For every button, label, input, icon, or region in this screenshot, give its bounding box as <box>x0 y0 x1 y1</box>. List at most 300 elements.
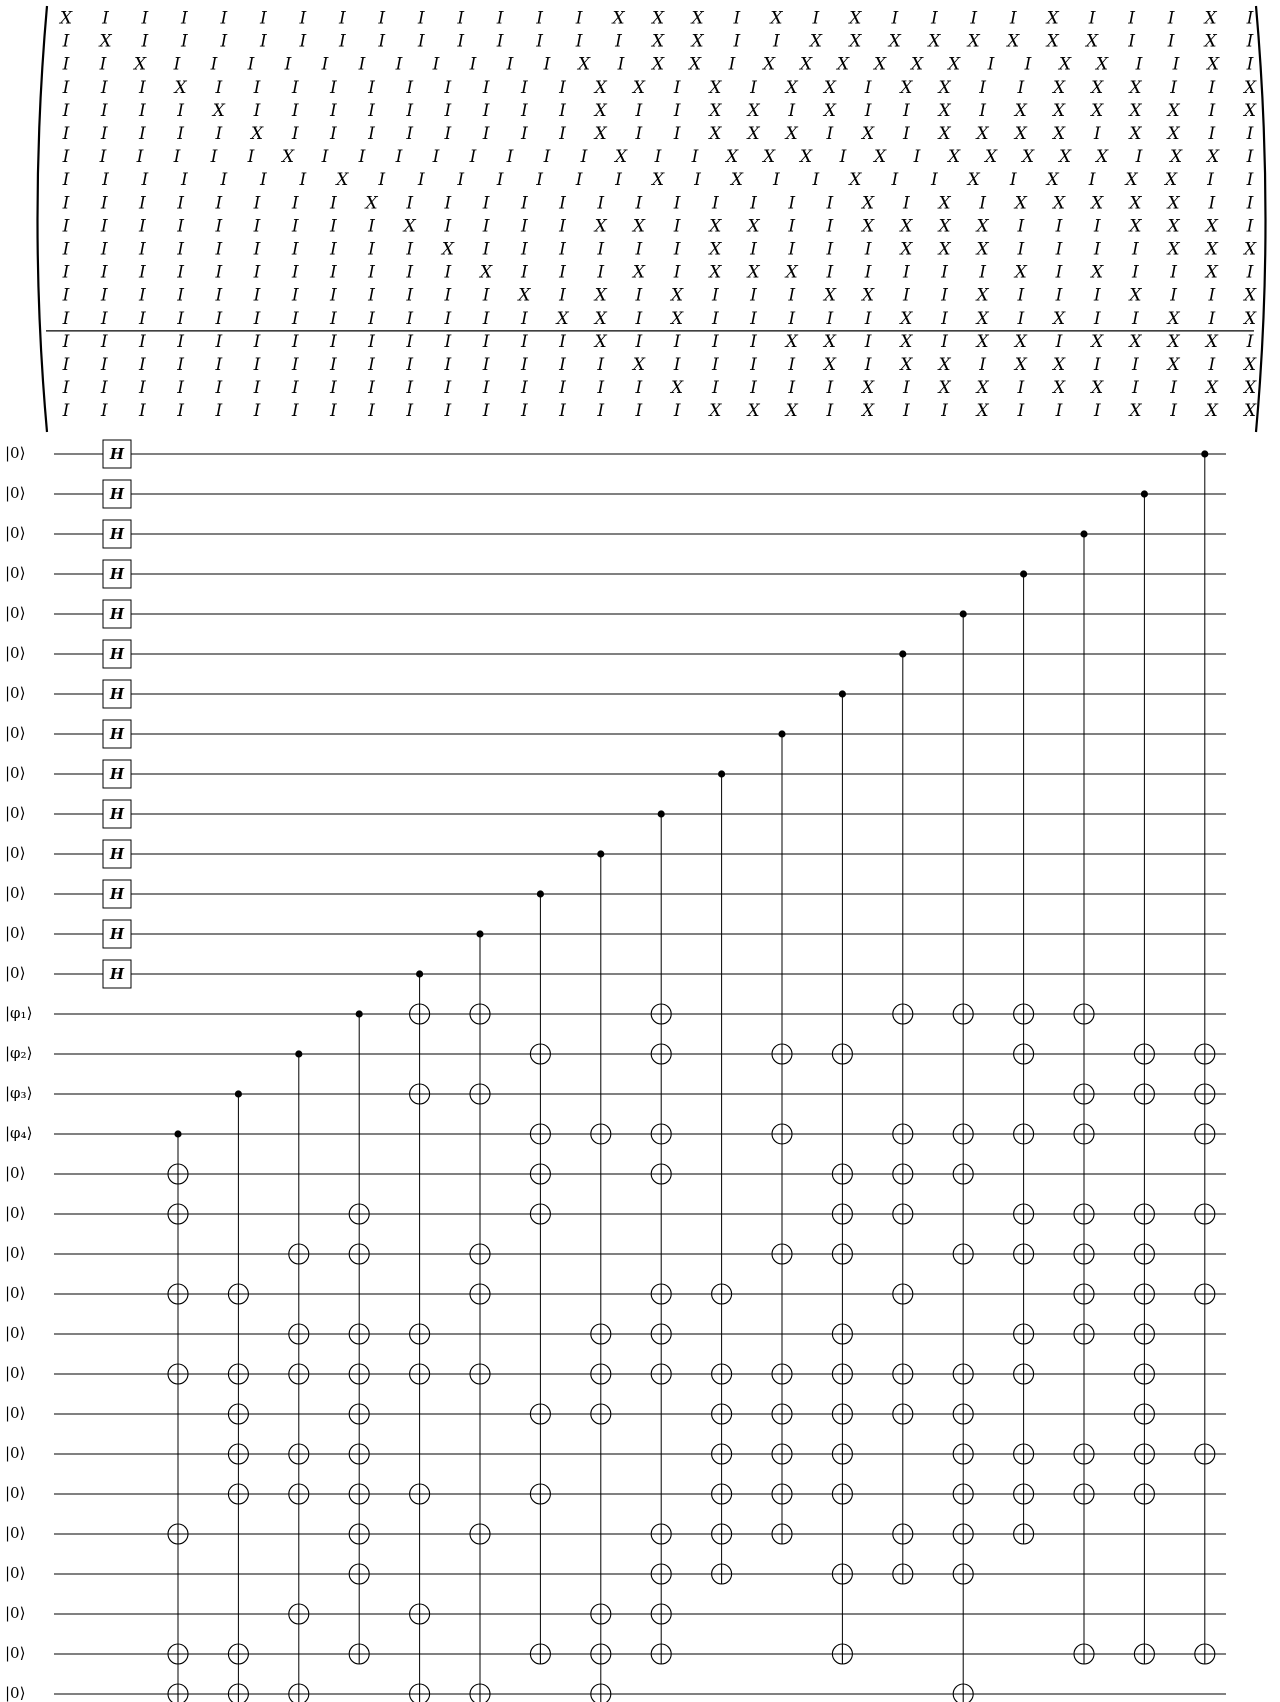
matrix-entry: X <box>938 378 951 399</box>
matrix-entry: I <box>62 100 70 121</box>
matrix-entry: I <box>826 193 834 214</box>
matrix-entry: X <box>671 378 684 399</box>
matrix-entry: X <box>133 54 147 75</box>
matrix-entry: I <box>826 262 834 283</box>
matrix-entry: I <box>536 170 543 191</box>
target-oplus <box>289 1364 309 1384</box>
matrix-entry: I <box>1088 170 1096 191</box>
matrix-entry: I <box>181 170 188 191</box>
matrix-entry: X <box>594 100 607 121</box>
matrix-entry: I <box>941 401 948 422</box>
target-oplus <box>1074 1244 1094 1264</box>
target-oplus <box>832 1484 852 1504</box>
matrix-entry: I <box>635 239 643 260</box>
target-oplus <box>953 1004 973 1024</box>
matrix-entry: I <box>694 170 701 191</box>
hadamard-gates <box>103 440 131 988</box>
matrix-entry: I <box>378 8 386 29</box>
matrix-entry: I <box>330 77 337 98</box>
matrix-entry: I <box>1208 308 1216 329</box>
matrix-entry: X <box>518 285 531 306</box>
matrix-entry: I <box>788 285 796 306</box>
matrix-entry: I <box>597 378 605 399</box>
matrix-entry: X <box>1243 77 1257 98</box>
matrix-entry: I <box>210 54 218 75</box>
matrix-entry: I <box>1246 124 1254 144</box>
matrix-entry: I <box>100 262 108 283</box>
matrix-entry: X <box>910 54 924 75</box>
cnot-gates <box>168 450 1215 1702</box>
matrix-entry: X <box>799 54 813 75</box>
matrix-entry: I <box>1088 8 1096 29</box>
wire-label: |φ₄⟩ <box>5 1124 33 1142</box>
matrix-entry: X <box>1205 262 1218 283</box>
matrix-entry: I <box>259 31 267 52</box>
matrix-entry: I <box>210 147 218 168</box>
matrix-entry: I <box>368 308 375 329</box>
matrix-entry: I <box>506 147 514 168</box>
matrix-entry: I <box>457 31 465 52</box>
matrix-entry: X <box>1167 239 1180 260</box>
matrix-entry: X <box>862 378 875 399</box>
matrix-entry: I <box>979 100 986 121</box>
matrix-entry: X <box>1243 401 1257 422</box>
matrix-entry: I <box>691 147 699 168</box>
matrix-entry: X <box>365 193 378 214</box>
matrix-entry: I <box>520 378 528 399</box>
matrix-entry: X <box>938 100 951 121</box>
target-oplus <box>168 1284 188 1304</box>
matrix-entry: I <box>559 401 566 422</box>
matrix-entry: I <box>750 355 757 375</box>
control-dot <box>778 730 785 737</box>
matrix-entry: I <box>750 331 757 352</box>
matrix-entry: I <box>177 100 184 121</box>
matrix-entry: I <box>482 77 490 98</box>
matrix-entry: X <box>862 401 875 422</box>
matrix-entry: I <box>284 54 292 75</box>
matrix-entry: I <box>1017 285 1025 306</box>
target-oplus <box>1134 1364 1154 1384</box>
control-dot <box>235 1090 242 1097</box>
matrix-entry: X <box>1129 216 1142 237</box>
target-oplus <box>712 1524 732 1544</box>
matrix-entry: I <box>482 124 490 144</box>
matrix-entry: I <box>750 193 757 214</box>
target-oplus <box>1195 1044 1215 1064</box>
matrix-entry: X <box>1095 147 1109 168</box>
matrix-entry: X <box>938 216 951 237</box>
matrix-entry: I <box>788 193 796 214</box>
matrix-entry: I <box>444 308 452 329</box>
target-oplus <box>410 1004 430 1024</box>
target-oplus <box>651 1564 671 1584</box>
matrix-entry: I <box>62 355 70 375</box>
matrix-entry: X <box>823 100 836 121</box>
matrix-entry: I <box>635 100 643 121</box>
control-dot <box>899 650 906 657</box>
hadamard-gate <box>103 720 131 748</box>
wire-label: |0⟩ <box>5 884 26 902</box>
target-oplus <box>832 1244 852 1264</box>
matrix-entry: I <box>1093 124 1101 144</box>
matrix-entry: X <box>976 216 989 237</box>
matrix-entry: X <box>862 285 875 306</box>
target-oplus <box>1014 1324 1034 1344</box>
matrix-entry: I <box>1208 285 1216 306</box>
matrix-entry: I <box>368 216 375 237</box>
matrix-entry: I <box>100 331 108 352</box>
matrix-entry: I <box>177 193 184 214</box>
matrix-entry: X <box>594 77 607 98</box>
matrix-entry: I <box>139 77 146 98</box>
matrix-entry: I <box>673 355 681 375</box>
matrix-right-paren <box>1256 6 1266 432</box>
matrix-entry: I <box>520 77 528 98</box>
matrix-entry: X <box>632 216 645 237</box>
matrix-entry: I <box>299 170 307 191</box>
matrix-entry: I <box>1017 401 1025 422</box>
matrix-entry: I <box>728 54 736 75</box>
target-oplus <box>228 1444 248 1464</box>
matrix-entry: I <box>291 355 299 375</box>
control-dot <box>295 1050 302 1057</box>
matrix-entry: X <box>1167 308 1180 329</box>
matrix-entry: I <box>1055 216 1063 237</box>
wire-label: |0⟩ <box>5 764 26 782</box>
matrix-entry: I <box>635 331 643 352</box>
matrix-entry: I <box>673 401 681 422</box>
matrix-entry: I <box>368 378 375 399</box>
matrix-entry: I <box>711 308 719 329</box>
matrix-entry: I <box>253 401 261 422</box>
matrix-entry: I <box>177 401 184 422</box>
matrix-entry: I <box>215 308 223 329</box>
matrix-entry: I <box>291 100 299 121</box>
cnot-gate <box>1195 450 1215 1664</box>
target-oplus <box>953 1564 973 1584</box>
matrix-entry: I <box>247 147 255 168</box>
matrix-entry: I <box>826 216 834 237</box>
matrix-entry: I <box>330 401 337 422</box>
matrix-entry: I <box>1167 31 1175 52</box>
matrix-entry: X <box>888 31 901 52</box>
wire-label: |0⟩ <box>5 1564 26 1582</box>
matrix-entry: X <box>873 147 887 168</box>
matrix-entry: X <box>1052 77 1066 98</box>
matrix-entry: I <box>220 170 228 191</box>
matrix-entry: I <box>406 401 414 422</box>
target-oplus <box>349 1564 369 1584</box>
matrix-entry: I <box>406 77 414 98</box>
matrix-entry: X <box>594 331 607 352</box>
matrix-entry: I <box>321 147 329 168</box>
wire-label: |0⟩ <box>5 804 26 822</box>
matrix-entry: X <box>1206 147 1220 168</box>
matrix-entry: X <box>984 147 998 168</box>
matrix-entry: X <box>1205 239 1218 260</box>
matrix-entry: X <box>1052 308 1066 329</box>
target-oplus <box>832 1404 852 1424</box>
matrix-entry: I <box>979 355 986 375</box>
cnot-gate <box>1074 530 1094 1664</box>
matrix-entry: I <box>215 239 223 260</box>
matrix-entry: X <box>1204 31 1217 52</box>
matrix-entry: I <box>1246 170 1254 191</box>
target-oplus <box>1195 1204 1215 1224</box>
matrix-entry: X <box>632 355 645 375</box>
target-oplus <box>832 1364 852 1384</box>
matrix-entry: I <box>1170 285 1177 306</box>
matrix-entry: I <box>1208 193 1216 214</box>
matrix-entry: X <box>709 216 722 237</box>
matrix-entry: I <box>253 77 261 98</box>
target-oplus <box>1014 1244 1034 1264</box>
matrix-entry: I <box>444 124 452 144</box>
matrix-entry: X <box>823 331 836 352</box>
matrix-entry: I <box>1055 285 1063 306</box>
matrix-entry: I <box>62 308 70 329</box>
matrix-entry: I <box>102 170 109 191</box>
matrix-entry: I <box>482 378 490 399</box>
matrix-entry: I <box>826 308 834 329</box>
matrix-entry: I <box>559 331 566 352</box>
matrix-entry: X <box>1129 401 1142 422</box>
matrix-entry: I <box>520 308 528 329</box>
matrix-entry: X <box>1167 331 1180 352</box>
matrix-entry: I <box>979 262 986 283</box>
target-oplus <box>953 1684 973 1702</box>
matrix-entry: X <box>976 124 989 144</box>
matrix-entry: X <box>938 77 951 98</box>
target-oplus <box>1074 1484 1094 1504</box>
target-oplus <box>893 1404 913 1424</box>
matrix-entry: X <box>250 124 264 144</box>
matrix-entry: I <box>215 331 223 352</box>
target-oplus <box>289 1604 309 1624</box>
matrix-entry: I <box>1017 239 1025 260</box>
matrix-entry: I <box>941 331 948 352</box>
matrix-entry: X <box>1091 100 1104 121</box>
target-oplus <box>832 1564 852 1584</box>
matrix-entry: X <box>709 124 722 144</box>
matrix-entry: I <box>417 31 425 52</box>
matrix-entry: I <box>1093 216 1101 237</box>
matrix-entry: X <box>785 124 798 144</box>
target-oplus <box>168 1204 188 1224</box>
matrix-entry: I <box>139 124 146 144</box>
matrix-entry: X <box>1205 401 1218 422</box>
hadamard-label: H <box>109 485 125 503</box>
matrix-entry: X <box>403 216 416 237</box>
matrix-entry: I <box>1055 401 1063 422</box>
matrix-entry: I <box>291 216 299 237</box>
matrix-entry: I <box>520 124 528 144</box>
target-oplus <box>1014 1124 1034 1144</box>
matrix-entry: I <box>177 308 184 329</box>
matrix-entry: I <box>378 31 386 52</box>
wire-label: |0⟩ <box>5 644 26 662</box>
matrix-entry: I <box>1132 262 1139 283</box>
matrix-entry: I <box>62 31 70 52</box>
matrix-entry: I <box>559 285 566 306</box>
matrix-entry: X <box>671 308 684 329</box>
matrix-entry: X <box>691 31 704 52</box>
matrix-entry: I <box>215 193 223 214</box>
target-oplus <box>1134 1044 1154 1064</box>
target-oplus <box>470 1084 490 1104</box>
target-oplus <box>289 1484 309 1504</box>
matrix-entry: I <box>902 285 910 306</box>
control-dot <box>416 970 423 977</box>
target-oplus <box>168 1524 188 1544</box>
matrix-entry: X <box>1052 193 1066 214</box>
wire-label: |0⟩ <box>5 1604 26 1622</box>
target-oplus <box>228 1684 248 1702</box>
matrix-entry: I <box>215 262 223 283</box>
matrix-entry: I <box>291 262 299 283</box>
matrix-entry: I <box>406 262 414 283</box>
matrix-entry: I <box>617 54 625 75</box>
matrix-entry: X <box>862 193 875 214</box>
matrix-entry: I <box>444 77 452 98</box>
target-oplus <box>470 1284 490 1304</box>
matrix-entry: I <box>1170 262 1177 283</box>
hadamard-gate <box>103 920 131 948</box>
target-oplus <box>289 1684 309 1702</box>
matrix-entry: I <box>368 401 375 422</box>
matrix-entry: I <box>812 170 820 191</box>
matrix-entry: X <box>1169 147 1183 168</box>
cnot-gate <box>772 730 792 1544</box>
matrix-entry: I <box>979 77 986 98</box>
matrix-entry: I <box>559 378 566 399</box>
target-oplus <box>772 1124 792 1144</box>
control-dot <box>718 770 725 777</box>
matrix-entry: I <box>733 31 741 52</box>
matrix-entry: I <box>1055 262 1063 283</box>
matrix-entry: X <box>59 8 73 29</box>
matrix-entry: X <box>849 170 862 191</box>
hadamard-gate <box>103 800 131 828</box>
matrix-entry: I <box>773 170 780 191</box>
target-oplus <box>349 1644 369 1664</box>
matrix-entry: I <box>62 77 70 98</box>
target-oplus <box>772 1524 792 1544</box>
target-oplus <box>1014 1444 1034 1464</box>
matrix-entry: I <box>615 31 622 52</box>
cnot-gate <box>410 970 430 1702</box>
target-oplus <box>1074 1004 1094 1024</box>
matrix-entry: I <box>444 285 452 306</box>
target-oplus <box>893 1164 913 1184</box>
matrix-entry: I <box>1207 170 1214 191</box>
matrix-entry: I <box>291 124 299 144</box>
matrix-entry: I <box>864 77 872 98</box>
matrix-entry: X <box>1095 54 1109 75</box>
matrix-entry: I <box>444 100 452 121</box>
target-oplus <box>953 1484 973 1504</box>
matrix-entry: X <box>809 31 822 52</box>
matrix-entry: X <box>1046 8 1059 29</box>
matrix-entry: X <box>823 285 836 306</box>
matrix-entry: I <box>330 239 337 260</box>
target-oplus <box>651 1324 671 1344</box>
matrix-entry: I <box>181 8 188 29</box>
matrix-entry: X <box>938 124 951 144</box>
matrix-entry: I <box>902 378 910 399</box>
matrix-entry: I <box>1170 378 1177 399</box>
matrix-entry: X <box>709 401 722 422</box>
matrix-entry: I <box>253 331 261 352</box>
matrix-entry: X <box>1167 193 1180 214</box>
matrix-entry: I <box>750 285 757 306</box>
target-oplus <box>591 1604 611 1624</box>
matrix-entry: X <box>1243 308 1257 329</box>
matrix-entry: X <box>1014 355 1027 375</box>
matrix-entry: X <box>1129 331 1142 352</box>
control-dot <box>537 890 544 897</box>
matrix-entry: X <box>336 170 349 191</box>
control-dot <box>1020 570 1027 577</box>
matrix-entry: X <box>594 285 607 306</box>
wire-label: |0⟩ <box>5 1484 26 1502</box>
matrix-entry: I <box>615 170 622 191</box>
matrix-entry: I <box>941 285 948 306</box>
matrix-entry: I <box>673 262 681 283</box>
target-oplus <box>772 1044 792 1064</box>
matrix-entry: X <box>976 239 989 260</box>
matrix-entry: I <box>291 285 299 306</box>
matrix-entry: I <box>177 355 184 375</box>
wire-label: |0⟩ <box>5 1684 26 1702</box>
hadamard-gate <box>103 480 131 508</box>
target-oplus <box>530 1644 550 1664</box>
matrix-entry: I <box>979 193 986 214</box>
matrix-entry: I <box>575 31 583 52</box>
matrix-entry: I <box>773 31 780 52</box>
matrix-entry: X <box>651 170 665 191</box>
matrix-entry: I <box>788 216 796 237</box>
matrix-entry: I <box>139 193 146 214</box>
target-oplus <box>228 1644 248 1664</box>
target-oplus <box>893 1284 913 1304</box>
hadamard-label: H <box>109 445 125 463</box>
target-oplus <box>712 1444 732 1464</box>
control-dot <box>658 810 665 817</box>
matrix-entry: X <box>709 77 722 98</box>
matrix-entry: X <box>1058 54 1072 75</box>
target-oplus <box>591 1324 611 1344</box>
target-oplus <box>1195 1284 1215 1304</box>
matrix-entry: I <box>559 77 566 98</box>
wire-label: |0⟩ <box>5 1164 26 1182</box>
matrix-entry: X <box>730 170 743 191</box>
matrix-entry: X <box>1205 378 1218 399</box>
matrix-entry: I <box>457 8 465 29</box>
target-oplus <box>530 1404 550 1424</box>
matrix-entry: I <box>482 401 490 422</box>
matrix-entry: X <box>849 8 862 29</box>
matrix-entry: X <box>900 331 913 352</box>
matrix-entry: I <box>291 331 299 352</box>
target-oplus <box>953 1404 973 1424</box>
matrix-entry: I <box>253 193 261 214</box>
target-oplus <box>651 1364 671 1384</box>
hadamard-label: H <box>109 525 125 543</box>
target-oplus <box>772 1244 792 1264</box>
matrix-entry: I <box>291 401 299 422</box>
